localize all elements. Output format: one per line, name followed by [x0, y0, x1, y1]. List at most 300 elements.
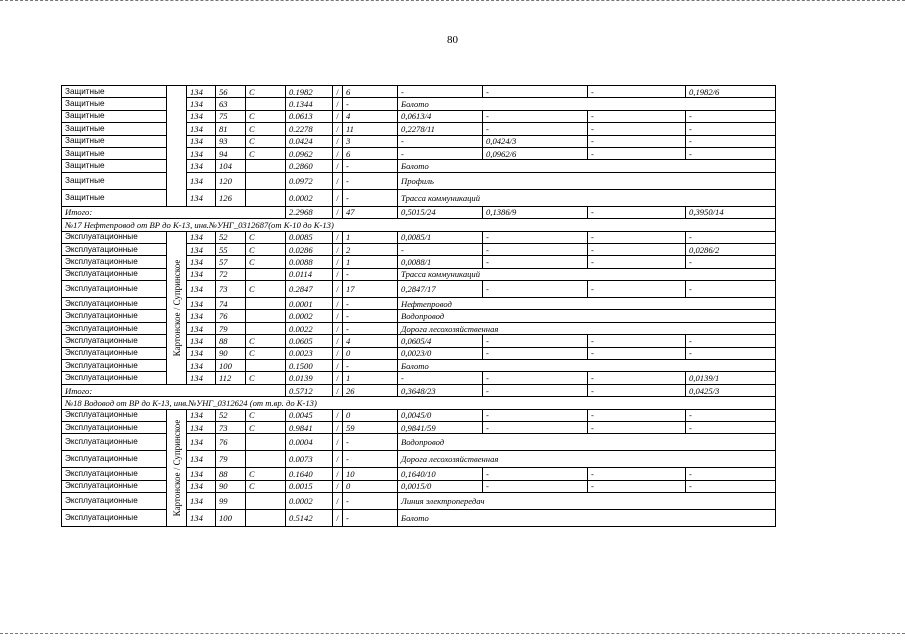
quarter-cell: 134 [187, 409, 216, 421]
category-cell: Эксплуатационные [62, 347, 167, 359]
area-cell: 0.0022 [286, 322, 333, 334]
volume-cell: 4 [343, 110, 398, 122]
section-cell: 52 [216, 231, 246, 243]
area-cell: 0.0424 [286, 135, 333, 147]
volume-cell: 47 [343, 206, 398, 218]
category-cell: Эксплуатационные [62, 256, 167, 268]
value-cell: 0,3648/23 [398, 384, 483, 396]
slash-cell: / [333, 298, 343, 310]
category-code-cell: С [246, 281, 286, 298]
value-cell: - [588, 421, 686, 433]
quarter-cell: 134 [187, 451, 216, 468]
category-code-cell: С [246, 409, 286, 421]
value-cell: 0,2278/11 [398, 123, 483, 135]
volume-cell: 6 [343, 86, 398, 98]
quarter-cell: 134 [187, 123, 216, 135]
land-type-cell: Водопровод [398, 434, 776, 451]
area-cell: 0.1344 [286, 98, 333, 110]
category-code-cell [246, 510, 286, 527]
value-cell: 0,0139/1 [686, 372, 776, 384]
quarter-cell: 134 [187, 310, 216, 322]
category-cell: Эксплуатационные [62, 493, 167, 510]
quarter-cell: 134 [187, 189, 216, 206]
area-cell: 0.0015 [286, 480, 333, 492]
value-cell: 0,2847/17 [398, 281, 483, 298]
value-cell: - [588, 123, 686, 135]
area-cell: 2.2968 [286, 206, 333, 218]
slash-cell: / [333, 480, 343, 492]
slash-cell: / [333, 231, 343, 243]
section-cell: 55 [216, 243, 246, 255]
area-cell: 0.0002 [286, 189, 333, 206]
section-cell: 90 [216, 480, 246, 492]
volume-cell: - [343, 360, 398, 372]
slash-cell: / [333, 243, 343, 255]
category-code-cell: С [246, 468, 286, 480]
value-cell: - [686, 123, 776, 135]
section-cell: 93 [216, 135, 246, 147]
area-cell: 0.0001 [286, 298, 333, 310]
value-cell: - [588, 409, 686, 421]
quarter-cell: 134 [187, 434, 216, 451]
area-cell: 0.1500 [286, 360, 333, 372]
category-cell: Защитные [62, 189, 167, 206]
slash-cell: / [333, 135, 343, 147]
scan-top-edge [0, 0, 905, 3]
quarter-cell: 134 [187, 322, 216, 334]
land-type-cell: Дорога лесохозяйственная [398, 322, 776, 334]
forestry-cell [167, 86, 187, 207]
category-code-cell: С [246, 335, 286, 347]
quarter-cell: 134 [187, 468, 216, 480]
value-cell: - [483, 335, 588, 347]
slash-cell: / [333, 372, 343, 384]
section-cell: 76 [216, 434, 246, 451]
volume-cell: - [343, 434, 398, 451]
value-cell: - [483, 421, 588, 433]
value-cell: - [588, 480, 686, 492]
category-cell: Эксплуатационные [62, 268, 167, 280]
value-cell: - [483, 123, 588, 135]
land-type-cell: Болото [398, 510, 776, 527]
value-cell: - [686, 468, 776, 480]
value-cell: - [588, 347, 686, 359]
value-cell: - [588, 243, 686, 255]
value-cell: 0,0424/3 [483, 135, 588, 147]
category-cell: Защитные [62, 135, 167, 147]
land-type-cell: Болото [398, 160, 776, 172]
value-cell: - [588, 110, 686, 122]
volume-cell: 0 [343, 409, 398, 421]
area-cell: 0.1982 [286, 86, 333, 98]
slash-cell: / [333, 360, 343, 372]
value-cell: - [588, 335, 686, 347]
value-cell: - [686, 110, 776, 122]
value-cell: - [588, 281, 686, 298]
value-cell: 0,3950/14 [686, 206, 776, 218]
category-code-cell [246, 451, 286, 468]
value-cell: 0,9841/59 [398, 421, 483, 433]
area-cell: 0.9841 [286, 421, 333, 433]
area-cell: 0.0002 [286, 310, 333, 322]
slash-cell: / [333, 421, 343, 433]
value-cell: - [686, 135, 776, 147]
quarter-cell: 134 [187, 172, 216, 189]
volume-cell: - [343, 98, 398, 110]
slash-cell: / [333, 189, 343, 206]
quarter-cell: 134 [187, 256, 216, 268]
volume-cell: 2 [343, 243, 398, 255]
category-cell: Эксплуатационные [62, 231, 167, 243]
value-cell: 0,0286/2 [686, 243, 776, 255]
section-cell: 79 [216, 451, 246, 468]
scan-bottom-edge [0, 633, 905, 636]
section-cell: 126 [216, 189, 246, 206]
value-cell: - [483, 409, 588, 421]
value-cell: - [588, 231, 686, 243]
category-code-cell: С [246, 147, 286, 159]
category-cell: Эксплуатационные [62, 421, 167, 433]
section-cell: 88 [216, 468, 246, 480]
value-cell: - [588, 256, 686, 268]
value-cell: 0,0962/6 [483, 147, 588, 159]
slash-cell: / [333, 468, 343, 480]
quarter-cell: 134 [187, 231, 216, 243]
allotment-table [61, 85, 776, 527]
value-cell: 0,0015/0 [398, 480, 483, 492]
category-cell: Защитные [62, 160, 167, 172]
category-cell: Эксплуатационные [62, 409, 167, 421]
slash-cell: / [333, 409, 343, 421]
slash-cell: / [333, 160, 343, 172]
volume-cell: - [343, 310, 398, 322]
value-cell: - [483, 347, 588, 359]
slash-cell: / [333, 451, 343, 468]
volume-cell: - [343, 268, 398, 280]
category-cell: Эксплуатационные [62, 468, 167, 480]
category-cell: Эксплуатационные [62, 310, 167, 322]
category-code-cell [246, 172, 286, 189]
section-cell: 75 [216, 110, 246, 122]
total-row [62, 206, 776, 218]
slash-cell: / [333, 384, 343, 396]
value-cell: - [686, 347, 776, 359]
slash-cell: / [333, 493, 343, 510]
area-cell: 0.0286 [286, 243, 333, 255]
slash-cell: / [333, 123, 343, 135]
volume-cell: 1 [343, 231, 398, 243]
area-cell: 0.2860 [286, 160, 333, 172]
volume-cell: - [343, 493, 398, 510]
volume-cell: - [343, 298, 398, 310]
value-cell: - [398, 372, 483, 384]
section-cell: 120 [216, 172, 246, 189]
slash-cell: / [333, 206, 343, 218]
value-cell: - [686, 421, 776, 433]
category-code-cell: С [246, 372, 286, 384]
area-cell: 0.0605 [286, 335, 333, 347]
value-cell: - [588, 135, 686, 147]
volume-cell: 17 [343, 281, 398, 298]
value-cell: - [483, 372, 588, 384]
section-cell: 72 [216, 268, 246, 280]
volume-cell: - [343, 322, 398, 334]
area-cell: 0.0613 [286, 110, 333, 122]
category-code-cell: С [246, 110, 286, 122]
category-code-cell [246, 189, 286, 206]
volume-cell: 26 [343, 384, 398, 396]
category-cell: Защитные [62, 123, 167, 135]
value-cell: - [483, 110, 588, 122]
quarter-cell: 134 [187, 421, 216, 433]
slash-cell: / [333, 86, 343, 98]
total-row [62, 384, 776, 396]
slash-cell: / [333, 110, 343, 122]
category-cell: Эксплуатационные [62, 510, 167, 527]
value-cell: - [398, 86, 483, 98]
land-type-cell: Болото [398, 98, 776, 110]
total-label: Итого: [62, 384, 286, 396]
category-cell: Эксплуатационные [62, 480, 167, 492]
category-code-cell [246, 322, 286, 334]
quarter-cell: 134 [187, 86, 216, 98]
volume-cell: 1 [343, 372, 398, 384]
category-code-cell [246, 360, 286, 372]
quarter-cell: 134 [187, 360, 216, 372]
value-cell: 0,0605/4 [398, 335, 483, 347]
category-code-cell: С [246, 231, 286, 243]
slash-cell: / [333, 310, 343, 322]
value-cell: - [483, 468, 588, 480]
area-cell: 0.0004 [286, 434, 333, 451]
category-code-cell: С [246, 347, 286, 359]
volume-cell: 59 [343, 421, 398, 433]
area-cell: 0.0972 [286, 172, 333, 189]
value-cell: - [588, 384, 686, 396]
area-cell: 0.0045 [286, 409, 333, 421]
value-cell: - [398, 135, 483, 147]
value-cell: 0,1640/10 [398, 468, 483, 480]
area-cell: 0.2847 [286, 281, 333, 298]
value-cell: 0,0613/4 [398, 110, 483, 122]
section-cell: 100 [216, 510, 246, 527]
quarter-cell: 134 [187, 98, 216, 110]
category-code-cell [246, 298, 286, 310]
land-type-cell: Линия электропередач [398, 493, 776, 510]
value-cell: 0,0085/1 [398, 231, 483, 243]
section-cell: 74 [216, 298, 246, 310]
category-code-cell: С [246, 480, 286, 492]
category-cell: Эксплуатационные [62, 360, 167, 372]
value-cell: - [588, 86, 686, 98]
quarter-cell: 134 [187, 243, 216, 255]
table-row [62, 409, 776, 421]
quarter-cell: 134 [187, 372, 216, 384]
category-cell: Эксплуатационные [62, 281, 167, 298]
quarter-cell: 134 [187, 160, 216, 172]
category-cell: Эксплуатационные [62, 434, 167, 451]
section-cell: 104 [216, 160, 246, 172]
quarter-cell: 134 [187, 335, 216, 347]
category-code-cell: С [246, 123, 286, 135]
category-code-cell [246, 98, 286, 110]
slash-cell: / [333, 98, 343, 110]
value-cell: 0,1386/9 [483, 206, 588, 218]
volume-cell: 11 [343, 123, 398, 135]
quarter-cell: 134 [187, 510, 216, 527]
value-cell: 0,0425/3 [686, 384, 776, 396]
value-cell: - [588, 372, 686, 384]
value-cell: - [686, 281, 776, 298]
value-cell: - [398, 243, 483, 255]
category-code-cell [246, 160, 286, 172]
value-cell: - [398, 147, 483, 159]
category-cell: Эксплуатационные [62, 335, 167, 347]
forestry-cell [167, 231, 187, 384]
section-cell: 112 [216, 372, 246, 384]
volume-cell: - [343, 172, 398, 189]
section-cell: 79 [216, 322, 246, 334]
land-type-cell: Нефтепровод [398, 298, 776, 310]
volume-cell: 0 [343, 347, 398, 359]
category-code-cell: С [246, 135, 286, 147]
quarter-cell: 134 [187, 298, 216, 310]
volume-cell: - [343, 160, 398, 172]
quarter-cell: 134 [187, 110, 216, 122]
slash-cell: / [333, 347, 343, 359]
quarter-cell: 134 [187, 347, 216, 359]
value-cell: - [686, 480, 776, 492]
category-cell: Защитные [62, 86, 167, 98]
slash-cell: / [333, 510, 343, 527]
table-row [62, 86, 776, 98]
value-cell: - [588, 147, 686, 159]
area-cell: 0.5142 [286, 510, 333, 527]
slash-cell: / [333, 256, 343, 268]
category-code-cell [246, 493, 286, 510]
section-title: №17 Нефтепровод от ВР до К-13, инв.№УНГ_0312687(от К-10 до К-13) [62, 219, 776, 231]
category-code-cell [246, 310, 286, 322]
slash-cell: / [333, 322, 343, 334]
value-cell: 0,0088/1 [398, 256, 483, 268]
value-cell: 0,0045/0 [398, 409, 483, 421]
value-cell: - [483, 256, 588, 268]
forestry-label: Картонское / Супринское [171, 259, 182, 356]
slash-cell: / [333, 172, 343, 189]
volume-cell: 0 [343, 480, 398, 492]
area-cell: 0.0085 [286, 231, 333, 243]
quarter-cell: 134 [187, 480, 216, 492]
category-cell: Защитные [62, 98, 167, 110]
land-type-cell: Водопровод [398, 310, 776, 322]
quarter-cell: 134 [187, 281, 216, 298]
area-cell: 0.0088 [286, 256, 333, 268]
category-code-cell [246, 434, 286, 451]
volume-cell: - [343, 189, 398, 206]
value-cell: 0,5015/24 [398, 206, 483, 218]
table-row [62, 231, 776, 243]
volume-cell: 10 [343, 468, 398, 480]
section-header-row [62, 219, 776, 231]
section-cell: 88 [216, 335, 246, 347]
volume-cell: 6 [343, 147, 398, 159]
slash-cell: / [333, 268, 343, 280]
section-cell: 100 [216, 360, 246, 372]
land-type-cell: Трасса коммуникаций [398, 268, 776, 280]
section-cell: 63 [216, 98, 246, 110]
category-code-cell [246, 268, 286, 280]
area-cell: 0.5712 [286, 384, 333, 396]
value-cell: - [588, 468, 686, 480]
quarter-cell: 134 [187, 135, 216, 147]
quarter-cell: 134 [187, 147, 216, 159]
volume-cell: - [343, 451, 398, 468]
category-cell: Защитные [62, 172, 167, 189]
area-cell: 0.0962 [286, 147, 333, 159]
category-code-cell: С [246, 256, 286, 268]
category-code-cell: С [246, 421, 286, 433]
value-cell: - [686, 231, 776, 243]
land-type-cell: Дорога лесохозяйственная [398, 451, 776, 468]
section-cell: 76 [216, 310, 246, 322]
area-cell: 0.0139 [286, 372, 333, 384]
section-cell: 56 [216, 86, 246, 98]
land-type-cell: Трасса коммуникаций [398, 189, 776, 206]
value-cell: - [686, 256, 776, 268]
category-code-cell: С [246, 243, 286, 255]
value-cell: - [686, 335, 776, 347]
category-cell: Эксплуатационные [62, 243, 167, 255]
category-code-cell: С [246, 86, 286, 98]
section-cell: 57 [216, 256, 246, 268]
value-cell: 0,0023/0 [398, 347, 483, 359]
section-cell: 99 [216, 493, 246, 510]
forestry-label: Картонское / Супринское [171, 419, 182, 517]
slash-cell: / [333, 434, 343, 451]
category-cell: Эксплуатационные [62, 372, 167, 384]
value-cell: - [483, 281, 588, 298]
volume-cell: 3 [343, 135, 398, 147]
section-cell: 90 [216, 347, 246, 359]
category-cell: Защитные [62, 110, 167, 122]
category-cell: Эксплуатационные [62, 298, 167, 310]
category-cell: Защитные [62, 147, 167, 159]
section-cell: 52 [216, 409, 246, 421]
area-cell: 0.1640 [286, 468, 333, 480]
slash-cell: / [333, 147, 343, 159]
land-type-cell: Профиль [398, 172, 776, 189]
area-cell: 0.0114 [286, 268, 333, 280]
value-cell: - [483, 243, 588, 255]
category-cell: Эксплуатационные [62, 451, 167, 468]
section-cell: 73 [216, 281, 246, 298]
value-cell: 0,1982/6 [686, 86, 776, 98]
area-cell: 0.0023 [286, 347, 333, 359]
category-cell: Эксплуатационные [62, 322, 167, 334]
area-cell: 0.2278 [286, 123, 333, 135]
value-cell: - [686, 409, 776, 421]
value-cell: - [588, 206, 686, 218]
value-cell: - [483, 480, 588, 492]
area-cell: 0.0073 [286, 451, 333, 468]
forestry-cell [167, 409, 187, 527]
volume-cell: 1 [343, 256, 398, 268]
section-cell: 73 [216, 421, 246, 433]
value-cell: - [483, 384, 588, 396]
section-cell: 94 [216, 147, 246, 159]
quarter-cell: 134 [187, 493, 216, 510]
volume-cell: - [343, 510, 398, 527]
